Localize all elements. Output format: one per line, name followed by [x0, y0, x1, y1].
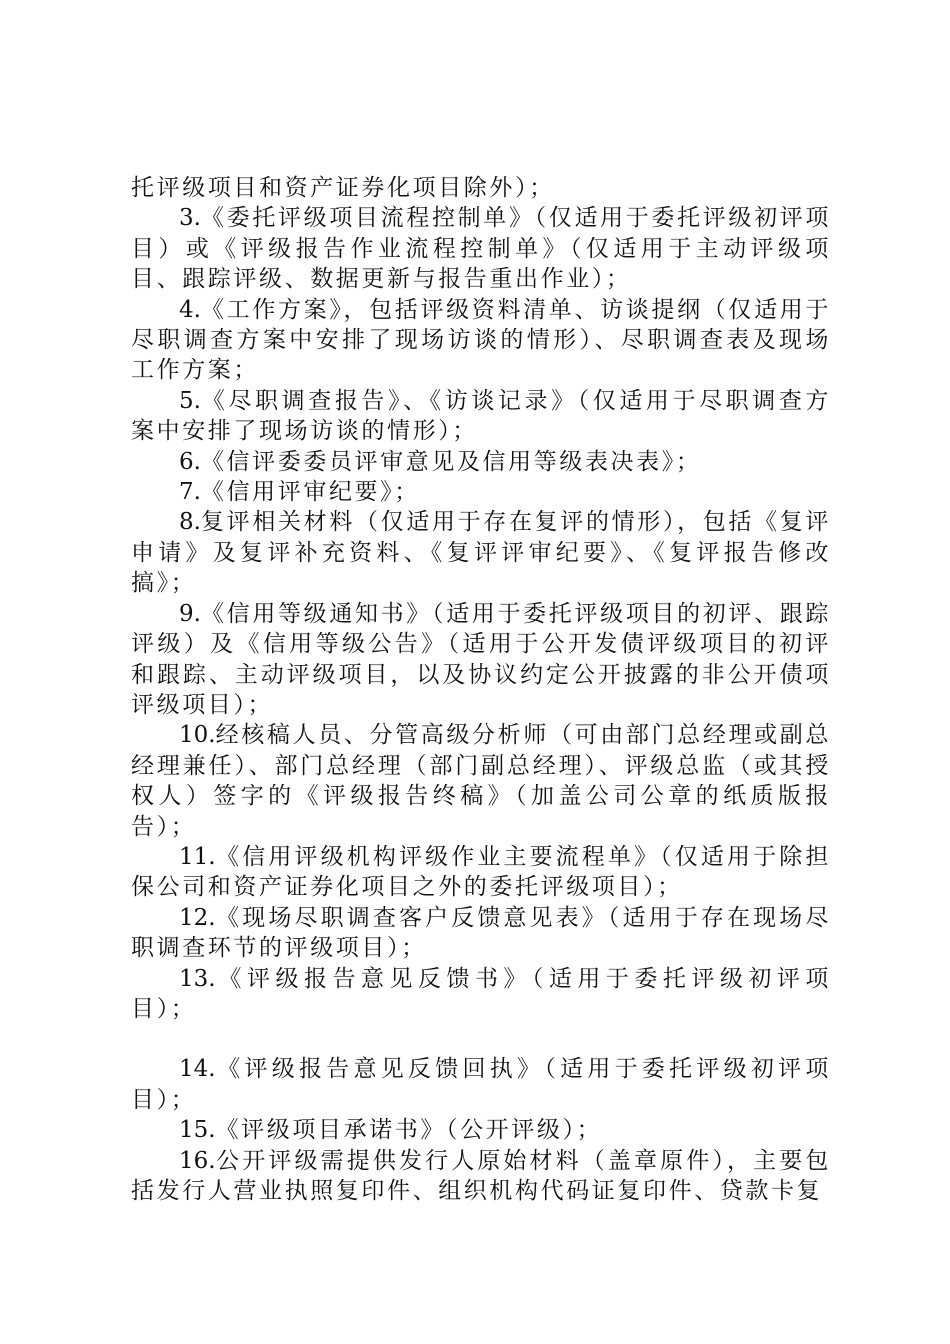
list-item-text: 公开评级需提供发行人原始材料（盖章原件），主要包括发行人营业执照复印件、组织机构代码证复印件、贷款卡复	[131, 1147, 831, 1204]
list-item-number: 12.	[179, 904, 216, 931]
list-item-16	[131, 1146, 831, 1207]
list-item-number: 15.	[179, 1117, 216, 1144]
list-item-number: 13.	[179, 965, 216, 992]
list-item-8	[131, 507, 831, 598]
list-item-text: 《委托评级项目流程控制单》（仅适用于委托评级初评项目）或《评级报告作业流程控制单》（仅适用于主动评级项目、跟踪评级、数据更新与报告重出作业）；	[131, 205, 831, 293]
list-item-text: 《评级报告意见反馈书》（适用于委托评级初评项目）；	[131, 965, 831, 1022]
list-item-text: 《信用等级通知书》（适用于委托评级项目的初评、跟踪评级）及《信用等级公告》（适用于公开发债评级项目的初评和跟踪、主动评级项目，以及协议约定公开披露的非公开债项评级项目）；	[131, 600, 831, 718]
paragraph-continuation	[131, 173, 831, 203]
list-item-text: 《评级项目承诺书》（公开评级）；	[215, 1117, 603, 1144]
list-item-12	[131, 903, 831, 964]
list-item-number: 16.	[179, 1147, 216, 1174]
list-item-number: 9.	[179, 600, 201, 627]
list-item-number: 5.	[179, 387, 201, 414]
list-item-text: 经核稿人员、分管高级分析师（可由部门总经理或副总经理兼任）、部门总经理（部门副总经理）、评级总监（或其授权人）签字的《评级报告终稿》（加盖公司公章的纸质版报告）；	[131, 722, 831, 840]
paragraph-text: 托评级项目和资产证券化项目除外）；	[131, 175, 555, 201]
list-item-4	[131, 295, 831, 386]
list-item-number: 7.	[179, 479, 201, 506]
list-item-text: 《尽职调查报告》、《访谈记录》（仅适用于尽职调查方案中安排了现场访谈的情形）；	[131, 387, 831, 445]
list-item-text: 《信用评级机构评级作业主要流程单》（仅适用于除担保公司和资产证券化项目之外的委托评级项目）；	[131, 843, 831, 901]
list-item-13	[131, 964, 831, 1025]
list-item-number: 11.	[179, 843, 216, 870]
list-item-7	[131, 477, 831, 507]
list-item-5	[131, 386, 831, 447]
list-item-9	[131, 599, 831, 721]
list-item-text: 《现场尽职调查客户反馈意见表》（适用于存在现场尽职调查环节的评级项目）；	[131, 904, 831, 962]
list-item-text: 《评级报告意见反馈回执》（适用于委托评级初评项目）；	[131, 1056, 831, 1113]
list-item-number: 6.	[179, 448, 201, 475]
list-item-number: 3.	[179, 205, 201, 232]
list-item-15	[131, 1115, 831, 1145]
list-item-text: 复评相关材料（仅适用于存在复评的情形），包括《复评申请》及复评补充资料、《复评评审纪要》、《复评报告修改搞》；	[131, 509, 831, 597]
list-item-text: 《信评委委员评审意见及信用等级表决表》；	[200, 448, 702, 475]
list-item-6	[131, 447, 831, 477]
document-body	[131, 173, 831, 1206]
list-item-number: 14.	[179, 1056, 216, 1083]
list-item-10	[131, 720, 831, 842]
list-item-14	[131, 1054, 831, 1115]
list-item-3	[131, 203, 831, 294]
list-item-number: 10.	[179, 722, 216, 749]
list-item-number: 4.	[179, 296, 201, 323]
list-item-number: 8.	[179, 509, 201, 536]
list-item-text: 《信用评审纪要》；	[200, 479, 420, 506]
list-item-text: 《工作方案》，包括评级资料清单、访谈提纲（仅适用于尽职调查方案中安排了现场访谈的情形）、尽职调查表及现场工作方案；	[131, 296, 831, 384]
list-item-11	[131, 842, 831, 903]
